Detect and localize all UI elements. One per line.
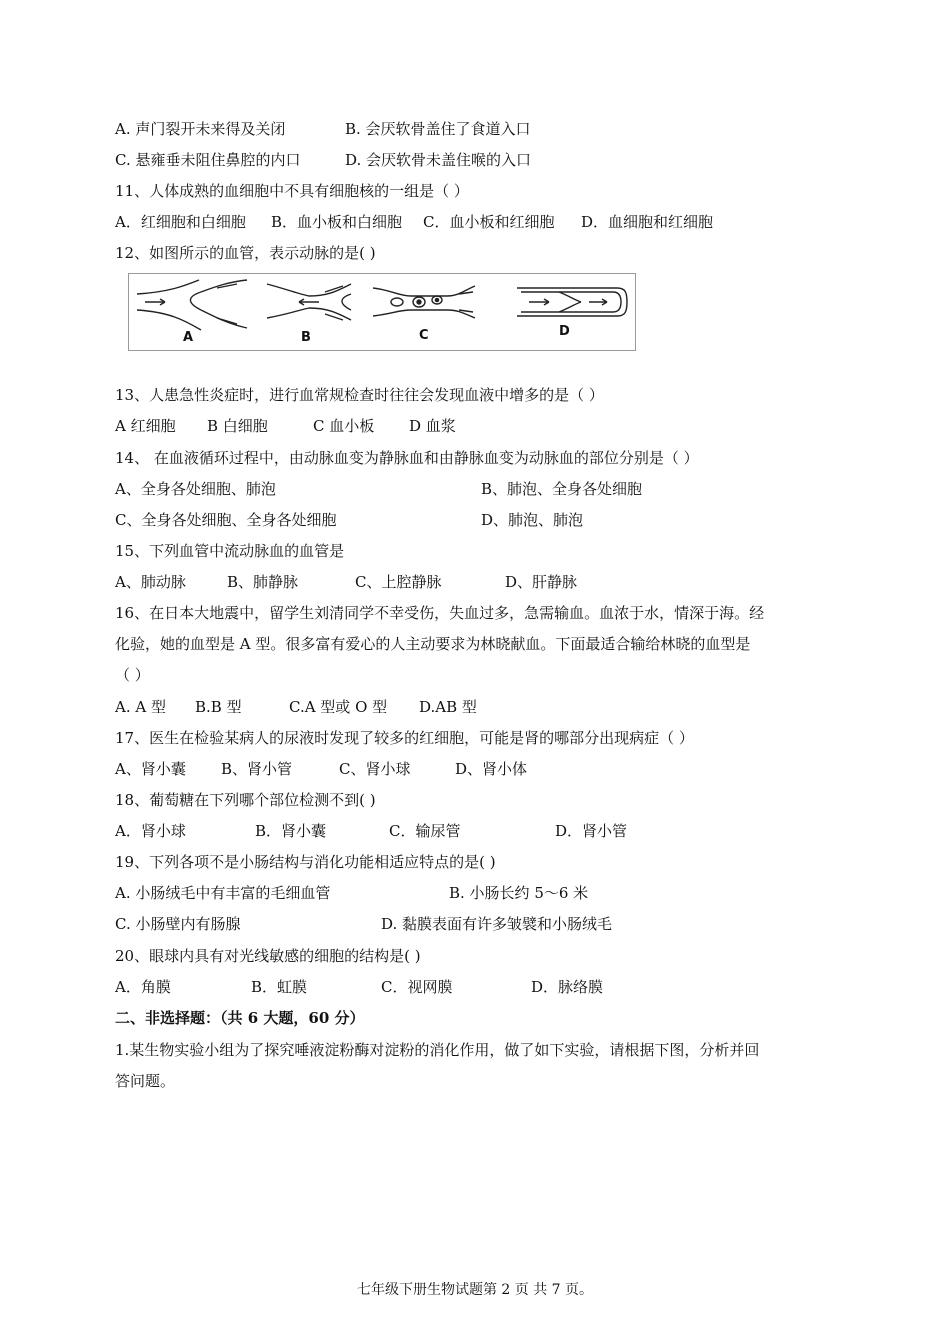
q13-stem: 13、人患急性炎症时，进行血常规检查时往往会发现血液中增多的是（ ） [115, 386, 604, 404]
q15-stem: 15、下列血管中流动脉血的血管是 [115, 542, 345, 560]
q14-option-a: A、全身各处细胞、肺泡 [115, 480, 276, 498]
q16-line-2: 化验，她的血型是 A 型。很多富有爱心的人主动要求为林晓献血。下面最适合输给林晓的血型是 [115, 635, 751, 653]
q14-option-c: C、全身各处细胞、全身各处细胞 [115, 511, 337, 529]
q10-option-c: C. 悬雍垂未阻住鼻腔的内口 [115, 151, 301, 169]
q15-option-d: D、肝静脉 [505, 573, 578, 591]
q20-option-d: D．脉络膜 [531, 978, 604, 996]
vessel-a-drawing [137, 280, 247, 330]
q15-option-a: A、肺动脉 [115, 573, 186, 591]
q12-stem: 12、如图所示的血管，表示动脉的是( ) [115, 244, 376, 262]
q17-option-c: C、肾小球 [339, 760, 411, 778]
q20-option-a: A．角膜 [115, 978, 171, 996]
q19-option-c: C. 小肠壁内有肠腺 [115, 915, 241, 933]
q11-option-c: C．血小板和红细胞 [423, 213, 555, 231]
section-2-q1-line-2: 答问题。 [115, 1072, 176, 1090]
q10-option-d: D. 会厌软骨未盖住喉的入口 [345, 151, 532, 169]
q11-stem: 11、人体成熟的血细胞中不具有细胞核的一组是（ ） [115, 182, 469, 200]
section-2-heading: 二、非选择题：（共 6 大题，60 分） [115, 1009, 365, 1027]
figure-label-d: D [559, 324, 570, 339]
q19-option-b: B. 小肠长约 5～6 米 [449, 884, 589, 902]
blood-vessel-figure [128, 273, 636, 351]
q20-option-b: B．虹膜 [251, 978, 308, 996]
q13-option-b: B 白细胞 [207, 417, 268, 435]
q18-option-b: B．肾小囊 [255, 822, 327, 840]
page-footer: 七年级下册生物试题第 2 页 共 7 页。 [356, 1282, 594, 1298]
q17-stem: 17、医生在检验某病人的尿液时发现了较多的红细胞，可能是肾的哪部分出现病症（ ） [115, 729, 694, 747]
q20-option-c: C．视网膜 [381, 978, 453, 996]
q14-option-b: B、肺泡、全身各处细胞 [481, 480, 643, 498]
q11-option-a: A．红细胞和白细胞 [115, 213, 246, 231]
q13-option-d: D 血浆 [409, 417, 456, 435]
q17-option-a: A、肾小囊 [115, 760, 186, 778]
q15-option-c: C、上腔静脉 [355, 573, 442, 591]
vessel-b-drawing [267, 284, 351, 320]
q19-option-d: D. 黏膜表面有许多皱襞和小肠绒毛 [381, 915, 613, 933]
q19-stem: 19、下列各项不是小肠结构与消化功能相适应特点的是( ) [115, 853, 496, 871]
q14-stem: 14、 在血液循环过程中，由动脉血变为静脉血和由静脉血变为动脉血的部位分别是（ ） [115, 449, 699, 467]
q11-option-d: D．血细胞和红细胞 [581, 213, 714, 231]
vessel-c-drawing [373, 286, 475, 318]
q11-option-b: B．血小板和白细胞 [271, 213, 403, 231]
q18-option-a: A．肾小球 [115, 822, 186, 840]
q16-line-1: 16、在日本大地震中，留学生刘清同学不幸受伤，失血过多，急需输血。血浓于水，情深于海。经 [115, 604, 765, 622]
q16-option-a: A. A 型 [115, 698, 166, 716]
q20-stem: 20、眼球内具有对光线敏感的细胞的结构是( ) [115, 947, 421, 965]
q13-option-c: C 血小板 [313, 417, 375, 435]
q17-option-b: B、肾小管 [221, 760, 293, 778]
figure-label-b: B [301, 330, 311, 345]
q19-option-a: A. 小肠绒毛中有丰富的毛细血管 [115, 884, 331, 902]
q16-option-c: C.A 型或 O 型 [289, 698, 388, 716]
q10-option-b: B. 会厌软骨盖住了食道入口 [345, 120, 531, 138]
q18-option-d: D．肾小管 [555, 822, 628, 840]
q18-stem: 18、葡萄糖在下列哪个部位检测不到( ) [115, 791, 376, 809]
q15-option-b: B、肺静脉 [227, 573, 299, 591]
vessel-d-drawing [517, 288, 627, 316]
section-2-q1-line-1: 1.某生物实验小组为了探究唾液淀粉酶对淀粉的消化作用，做了如下实验，请根据下图，分析并回 [115, 1041, 760, 1059]
figure-label-c: C [419, 328, 429, 343]
q16-option-b: B.B 型 [195, 698, 242, 716]
q16-line-3: （ ） [115, 666, 150, 684]
q16-option-d: D.AB 型 [419, 698, 477, 716]
q17-option-d: D、肾小体 [455, 760, 528, 778]
q13-option-a: A 红细胞 [115, 417, 176, 435]
q14-option-d: D、肺泡、肺泡 [481, 511, 584, 529]
q10-option-a: A. 声门裂开未来得及关闭 [115, 120, 286, 138]
figure-label-a: A [183, 330, 194, 345]
q18-option-c: C．输尿管 [389, 822, 461, 840]
